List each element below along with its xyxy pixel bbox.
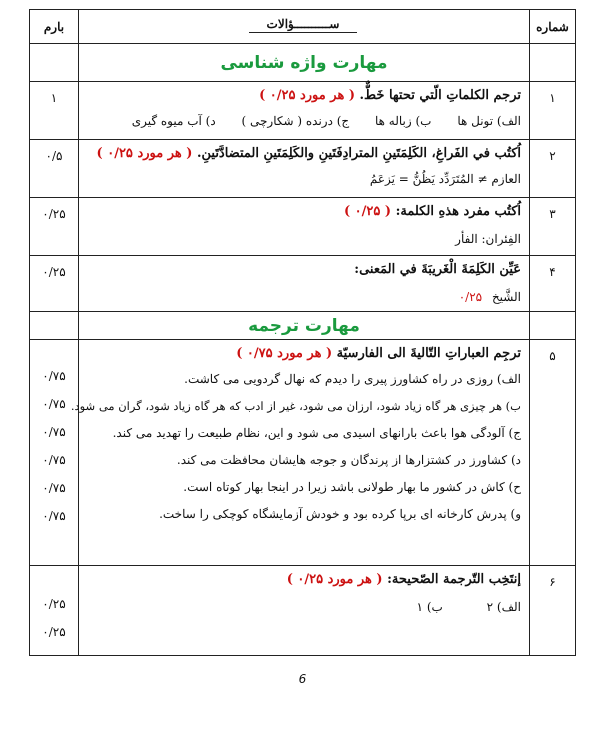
score-5b: ۰/۷۵ <box>42 397 66 411</box>
question-answer-3: الفِئران: الفأر <box>455 232 521 246</box>
header-questions <box>79 10 530 44</box>
question-row-3 <box>30 198 576 256</box>
question-score-3: ۰/۲۵ <box>30 198 79 256</box>
question-mark-6: ( هر مورد ۰/۲۵ ) <box>286 572 383 587</box>
question-options-6 <box>85 598 521 617</box>
question-answer-4: الشَّيخ <box>491 290 521 304</box>
translation-item-b: ب) هر چیزی هر گاه زیاد شود، ارزان می شود، غیر از ادب که هر گاه زیاد شود، گران می شود. <box>70 399 521 413</box>
score-6a: ۰/۲۵ <box>42 597 66 611</box>
section-title-vocab: مهارت واژه شناسی <box>220 52 388 73</box>
question-prompt-2: اُكتُب في الفَراغِ، الكَلِمَتَينِ المترادِفَتَينِ والكَلِمَتَينِ المتضادَّتَينِ. <box>196 146 521 161</box>
question-row-4 <box>30 256 576 312</box>
question-number-6: ۶ <box>530 566 576 656</box>
score-6b: ۰/۲۵ <box>42 625 66 639</box>
section-title-translation: مهارت ترجمه <box>248 315 360 336</box>
score-5d: ۰/۷۵ <box>42 453 66 467</box>
question-number-5: ۵ <box>530 340 576 566</box>
question-scores-6 <box>30 566 79 656</box>
exam-table <box>29 9 576 656</box>
translation-items <box>70 366 521 528</box>
score-5c: ۰/۷۵ <box>42 425 66 439</box>
score-5v: ۰/۷۵ <box>42 509 66 523</box>
question-number-3: ۳ <box>530 198 576 256</box>
option-6a: الف) ۲ <box>486 600 521 614</box>
question-mark-5: ( هر مورد ۰/۷۵ ) <box>236 346 333 361</box>
question-mark-2: ( هر مورد ۰/۲۵ ) <box>96 146 193 161</box>
question-number-2: ۲ <box>530 140 576 198</box>
question-prompt-6: إنتَخِب التّرجمة الصّحيحة: <box>387 572 521 587</box>
question-prompt-3: اُكتُب مفرد هذهِ الكلمة: <box>395 204 521 219</box>
option-1a: الف) تونل ها <box>457 114 521 128</box>
question-answer-mark-4: ۰/۲۵ <box>458 290 483 304</box>
section-row-translation <box>30 312 576 340</box>
question-prompt-4: عَيِّن الكَلِمَةَ الْغَريبَةَ في المَعنى: <box>354 262 521 277</box>
option-1b: ب) زباله ها <box>375 114 432 128</box>
translation-item-c: ج) آلودگی هوا باعث بارانهای اسیدی می شود و این، نظام طبیعت را تهدید می کند. <box>112 426 521 440</box>
question-prompt-5: ترجِم العباراتِ التّاليةَ الى الفارسيّة <box>336 346 521 361</box>
question-mark-1: ( هر مورد ۰/۲۵ ) <box>259 88 355 103</box>
question-number-4: ۴ <box>530 256 576 312</box>
question-scores-5 <box>30 340 79 566</box>
score-5a: ۰/۷۵ <box>42 369 66 383</box>
question-options-1 <box>85 112 521 131</box>
option-1d: د) آب میوه گیری <box>131 114 216 128</box>
question-answer-2: العازم ≠ المُتَرَدِّد يَظُنُّ = يَزعَمُ <box>369 172 521 186</box>
translation-item-v: و) پدرش کارخانه ای برپا کرده بود و خودش آزمایشگاه کوچکی را ساخت. <box>159 507 521 521</box>
header-row <box>30 10 576 44</box>
header-questions-label: ســــــــــؤالات <box>249 17 358 33</box>
score-5h: ۰/۷۵ <box>42 481 66 495</box>
question-mark-3: ( ۰/۲۵ ) <box>343 204 392 219</box>
option-6b: ب) ۱ <box>416 600 443 614</box>
question-row-5 <box>30 340 576 566</box>
translation-item-a: الف) روزی در راه کشاورز پیری را دیدم که نهال گردویی می کاشت. <box>184 372 521 386</box>
translation-item-d: د) کشاورز در کشتزارها از پرندگان و جوجه هایشان محافظت می کند. <box>176 453 521 467</box>
header-score: بارم <box>30 10 79 44</box>
translation-item-h: ح) کاش در کشور ما بهار طولانی باشد زیرا در اینجا بهار کوتاه است. <box>183 480 521 494</box>
header-number: شماره <box>530 10 576 44</box>
section-row-vocab <box>30 44 576 82</box>
question-number-1: ۱ <box>530 82 576 140</box>
option-1c: ج) درنده ( شکارچی ) <box>241 114 350 128</box>
question-score-1: ۱ <box>30 82 79 140</box>
question-row-1 <box>30 82 576 140</box>
question-score-2: ۰/۵ <box>30 140 79 198</box>
question-row-6 <box>30 566 576 656</box>
page-number: 6 <box>298 672 307 686</box>
question-row-2 <box>30 140 576 198</box>
question-score-4: ۰/۲۵ <box>30 256 79 312</box>
question-prompt-1: ترجم الكلماتِ الّتي تحتها خَطٌّ. <box>359 88 521 103</box>
